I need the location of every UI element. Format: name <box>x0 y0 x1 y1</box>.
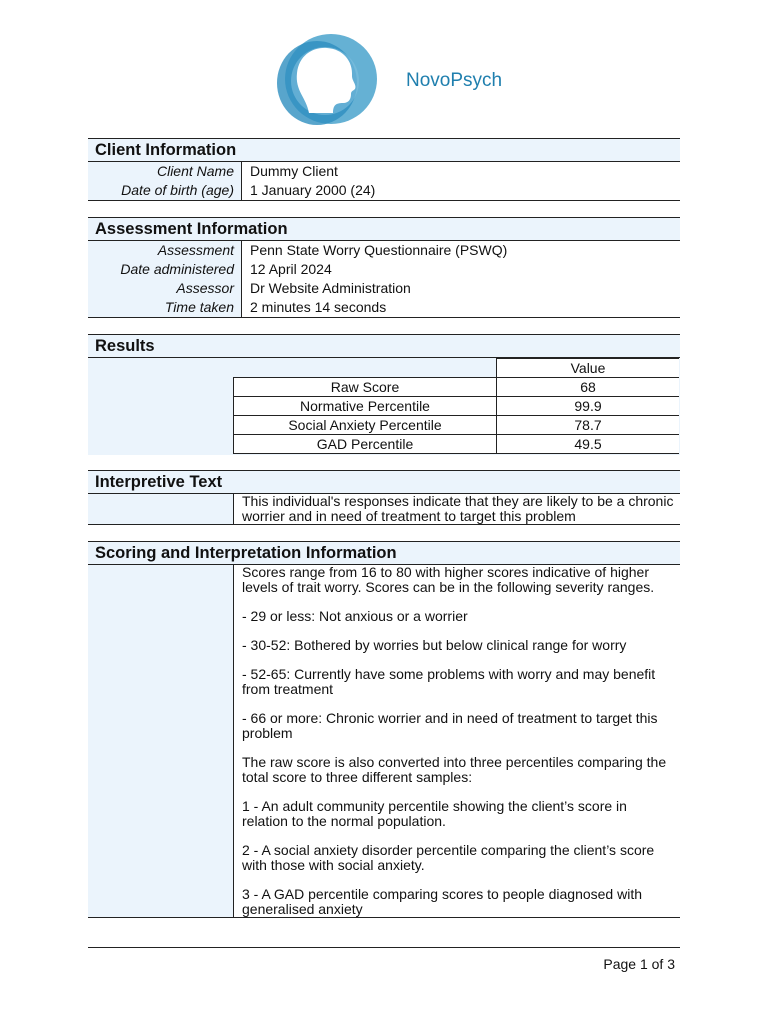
field-value: Dr Website Administration <box>250 280 411 296</box>
page-number: Page 1 of 3 <box>603 956 675 972</box>
score-value: 78.7 <box>497 416 680 435</box>
time-taken-row <box>88 298 680 317</box>
client-information-section <box>88 138 680 201</box>
date-of-birth-row <box>88 181 680 200</box>
field-value: Dummy Client <box>250 163 338 179</box>
field-label: Time taken <box>88 298 242 317</box>
client-information-heading: Client Information <box>88 138 680 162</box>
score-label: Normative Percentile <box>234 397 497 416</box>
field-label: Date of birth (age) <box>88 181 242 200</box>
score-label: Raw Score <box>234 378 497 397</box>
interpretive-text-row <box>88 494 680 524</box>
assessment-information-heading: Assessment Information <box>88 217 680 241</box>
scoring-information-heading: Scoring and Interpretation Information <box>88 541 680 565</box>
score-label: GAD Percentile <box>234 435 497 454</box>
client-name-row <box>88 162 680 181</box>
scoring-text-body <box>234 565 680 917</box>
field-value: 1 January 2000 (24) <box>250 182 376 198</box>
scoring-paragraph: 2 - A social anxiety disorder percentile comparing the client’s score with those with social anxiety. <box>242 842 655 873</box>
scoring-paragraph: Scores range from 16 to 80 with higher scores indicative of higher levels of trait worry. Scores can be in the following severity ranges. <box>242 564 655 595</box>
brand-name: NovoPsych <box>406 70 503 91</box>
results-table <box>233 358 679 454</box>
results-section <box>88 334 680 455</box>
field-value: 2 minutes 14 seconds <box>250 299 387 315</box>
table-row <box>234 378 680 397</box>
assessment-information-section <box>88 217 680 318</box>
table-row <box>234 435 680 454</box>
results-table-area <box>88 358 680 455</box>
table-row <box>234 416 680 435</box>
score-value: 99.9 <box>497 397 680 416</box>
field-label: Date administered <box>88 260 242 279</box>
scoring-text-row <box>88 565 680 917</box>
scoring-paragraph: - 29 or less: Not anxious or a worrier <box>242 608 468 624</box>
field-label: Client Name <box>88 162 242 181</box>
scoring-paragraph: 3 - A GAD percentile comparing scores to people diagnosed with generalised anxiety <box>242 886 643 917</box>
interpretive-text-body: This individual's responses indicate that they are likely to be a chronic worrier and in need of treatment to target this problem <box>242 493 674 524</box>
assessor-row <box>88 279 680 298</box>
scoring-paragraph: 1 - An adult community percentile showing the client’s score in relation to the normal population. <box>242 798 627 829</box>
score-value: 49.5 <box>497 435 680 454</box>
scoring-paragraph: - 66 or more: Chronic worrier and in need of treatment to target this problem <box>242 710 658 741</box>
interpretive-text-heading: Interpretive Text <box>88 470 680 494</box>
scoring-information-section <box>88 541 680 918</box>
assessment-row <box>88 241 680 260</box>
results-heading: Results <box>88 334 680 358</box>
field-value: 12 April 2024 <box>250 261 332 277</box>
score-value: 68 <box>497 378 680 397</box>
field-value: Penn State Worry Questionnaire (PSWQ) <box>250 242 508 258</box>
score-label: Social Anxiety Percentile <box>234 416 497 435</box>
scoring-paragraph: - 52-65: Currently have some problems with worry and may benefit from treatment <box>242 666 656 697</box>
value-column-header: Value <box>497 359 680 378</box>
footer-divider <box>88 947 680 948</box>
results-header-row <box>234 359 680 378</box>
date-administered-row <box>88 260 680 279</box>
table-row <box>234 397 680 416</box>
novopsych-logo-icon <box>273 33 381 129</box>
interpretive-text-section <box>88 470 680 525</box>
scoring-paragraph: - 30-52: Bothered by worries but below clinical range for worry <box>242 637 627 653</box>
field-label: Assessment <box>88 241 242 260</box>
field-label: Assessor <box>88 279 242 298</box>
scoring-paragraph: The raw score is also converted into three percentiles comparing the total score to three different samples: <box>242 754 667 785</box>
